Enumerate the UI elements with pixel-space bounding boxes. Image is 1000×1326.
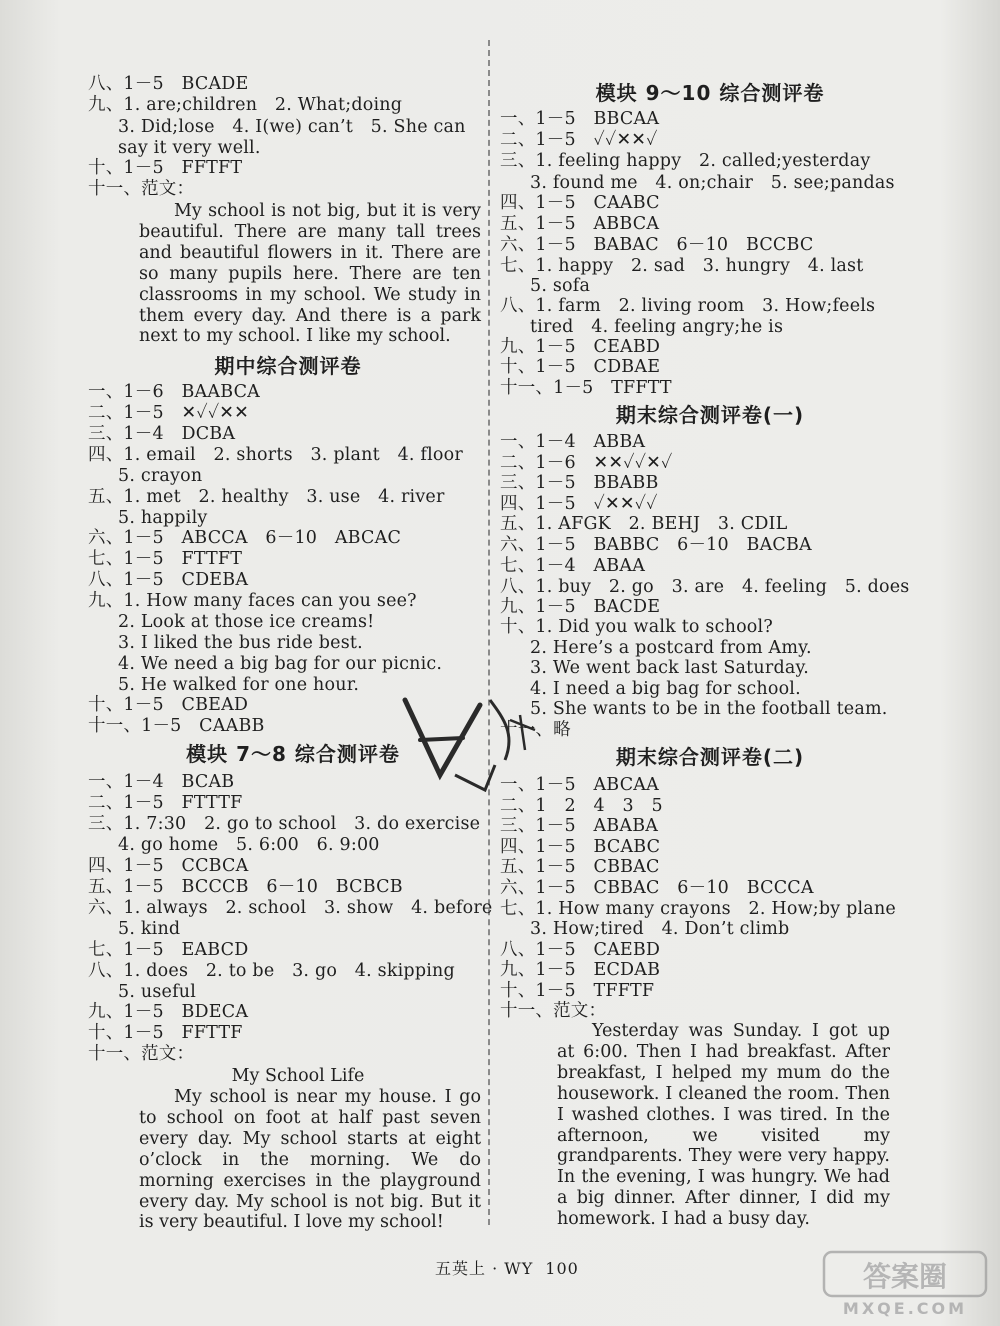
answer-row: tired 4. feeling angry;he is [530, 317, 784, 337]
answer-row: 七、1. happy 2. sad 3. hungry 4. last [500, 256, 864, 276]
answer-row: 八、1. farm 2. living room 3. How;feels [500, 296, 876, 316]
answer-row: 三、1－5 BBABB [500, 473, 659, 493]
answer-row: 5. kind [118, 919, 181, 939]
answer-row: 一、1－5 ABCAA [500, 775, 659, 795]
answer-row: 六、1. always 2. school 3. show 4. before [88, 898, 493, 918]
answer-row: 六、1－5 BABBC 6－10 BACBA [500, 535, 812, 555]
answer-row: 五、1－5 CBBAC [500, 857, 660, 877]
column-divider [488, 40, 490, 1225]
answer-row: 二、1－6 ✕✕✓✓✕✓ [500, 453, 673, 473]
answer-row: 3. found me 4. on;chair 5. see;pandas [530, 173, 895, 193]
answer-row: 5. She wants to be in the football team. [530, 699, 888, 719]
model-essay: My school is not big, but it is very beautiful. There are many tall trees and beautiful flowers in it. There are so many pupils here. There are ten classrooms in my school. We study in them every day. And there is a park next to my school. I like my school. [139, 201, 481, 347]
section-title: 模块 9～10 综合测评卷 [595, 81, 825, 105]
answer-row: 四、1－5 CCBCA [88, 856, 249, 876]
page-number: 100 [545, 1259, 579, 1278]
answer-row: 4. I need a big bag for school. [530, 679, 801, 699]
answer-row: 六、1－5 CBBAC 6－10 BCCCA [500, 878, 814, 898]
answer-row: 十一、略 [500, 720, 571, 740]
handwritten-stamp-icon [385, 680, 555, 810]
answer-row: 4. We need a big bag for our picnic. [118, 654, 443, 674]
essay-title: My School Life [231, 1066, 365, 1086]
section-title: 期末综合测评卷(二) [615, 745, 805, 769]
answer-row: 五、1. AFGK 2. BEHJ 3. CDIL [500, 514, 788, 534]
answer-row: 六、1－5 BABAC 6－10 BCCBC [500, 235, 814, 255]
answer-row: 四、1－5 BCABC [500, 837, 661, 857]
footer-label: 五英上 · WY [435, 1259, 534, 1278]
answer-row: 一、1－4 ABBA [500, 432, 646, 452]
answer-row: 八、1. buy 2. go 3. are 4. feeling 5. does [500, 577, 910, 597]
answer-row: 九、1－5 BDECA [88, 1002, 249, 1022]
answer-row: 5. sofa [530, 276, 591, 296]
answer-row: 三、1－4 DCBA [88, 424, 236, 444]
answer-row: 2. Look at those ice creams! [118, 612, 375, 632]
answer-row: 十一、范文： [88, 179, 195, 199]
answer-row: 九、1. How many faces can you see? [88, 591, 417, 611]
answer-row: 5. crayon [118, 466, 203, 486]
section-title: 期中综合测评卷 [214, 354, 362, 378]
answer-row: 九、1－5 BACDE [500, 597, 661, 617]
answer-row: 5. happily [118, 508, 208, 528]
answer-row: 七、1－5 FTTFT [88, 549, 243, 569]
section-title: 模块 7～8 综合测评卷 [186, 742, 400, 766]
answer-row: 七、1－5 EABCD [88, 940, 249, 960]
answer-row: 二、1 2 4 3 5 [500, 796, 663, 816]
answer-row: 七、1. How many crayons 2. How;by plane [500, 899, 896, 919]
answer-row: 三、1. 7:30 2. go to school 3. do exercise [88, 814, 481, 834]
answer-row: 3. I liked the bus ride best. [118, 633, 363, 653]
answer-row: 5. He walked for one hour. [118, 675, 360, 695]
answer-row: 十、1. Did you walk to school? [500, 617, 773, 637]
answer-row: 十一、范文： [500, 1001, 607, 1021]
answer-row: 三、1. feeling happy 2. called;yesterday [500, 151, 871, 171]
answer-row: 二、1－5 ✕✓✓✕✕ [88, 403, 250, 423]
section-title: 期末综合测评卷(一) [615, 403, 805, 427]
answer-row: 2. Here’s a postcard from Amy. [530, 638, 812, 658]
answer-row: 八、1－5 CAEBD [500, 940, 661, 960]
answer-row: 五、1. met 2. healthy 3. use 4. river [88, 487, 445, 507]
answer-row: 五、1－5 BCCCB 6－10 BCBCB [88, 877, 403, 897]
model-essay: My school is near my house. I go to school on foot at half past seven every day. My school starts at eight o’clock in the morning. We do morning exercises in the playground every day. My school is not big. But it is very beautiful. I love my school! [139, 1087, 481, 1233]
answer-row: 十、1－5 FFTFT [88, 158, 243, 178]
answer-row: 5. useful [118, 982, 197, 1002]
answer-row: 十一、1－5 CAABB [88, 716, 265, 736]
answer-row: 一、1－4 BCAB [88, 772, 235, 792]
answer-row: 一、1－5 BBCAA [500, 109, 660, 129]
answer-row: say it very well. [118, 138, 261, 158]
answer-row: 十、1－5 TFFTF [500, 981, 655, 1001]
answer-row: 四、1－5 ✓✕✕✓✓ [500, 494, 658, 514]
answer-row: 七、1－4 ABAA [500, 556, 646, 576]
watermark-logo-icon [820, 1248, 990, 1318]
answer-row: 十、1－5 CDBAE [500, 357, 661, 377]
answer-row: 九、1－5 CEABD [500, 337, 661, 357]
answer-row: 八、1. does 2. to be 3. go 4. skipping [88, 961, 455, 981]
answer-row: 五、1－5 ABBCA [500, 214, 660, 234]
answer-row: 九、1. are;children 2. What;doing [88, 95, 403, 115]
answer-row: 4. go home 5. 6:00 6. 9:00 [118, 835, 380, 855]
answer-row: 二、1－5 ✓✓✕✕✓ [500, 130, 658, 150]
logo-text: 答案圈 [862, 1260, 948, 1293]
answer-row: 三、1－5 ABABA [500, 816, 659, 836]
answer-row: 十、1－5 FFTTF [88, 1023, 243, 1043]
answer-row: 四、1. email 2. shorts 3. plant 4. floor [88, 445, 463, 465]
answer-row: 3. Did;lose 4. I(we) can’t 5. She can [118, 117, 466, 137]
answer-row: 3. We went back last Saturday. [530, 658, 810, 678]
answer-row: 3. How;tired 4. Don’t climb [530, 919, 790, 939]
answer-row: 九、1－5 ECDAB [500, 960, 661, 980]
model-essay: Yesterday was Sunday. I got up at 6:00. Then I had breakfast. After breakfast, I helped my mum do the housework. I cleaned the room. Then I washed clothes. I was tired. In the afternoon, we visited my grandparents. They were very happy. In the evening, I was hungry. We had a big dinner. After dinner, I did my homework. I had a busy day. [557, 1021, 890, 1230]
logo-url: MXQE.COM [842, 1299, 968, 1318]
answer-row: 四、1－5 CAABC [500, 193, 660, 213]
page-footer [435, 1256, 579, 1279]
answer-row: 一、1－6 BAABCA [88, 382, 261, 402]
answer-row: 六、1－5 ABCCA 6－10 ABCAC [88, 528, 402, 548]
answer-row: 二、1－5 FTTTF [88, 793, 243, 813]
answer-row: 十一、1－5 TFFTT [500, 378, 672, 398]
answer-row: 八、1－5 CDEBA [88, 570, 249, 590]
answer-row: 八、1－5 BCADE [88, 74, 249, 94]
answer-row: 十一、范文： [88, 1044, 195, 1064]
answer-row: 十、1－5 CBEAD [88, 695, 249, 715]
